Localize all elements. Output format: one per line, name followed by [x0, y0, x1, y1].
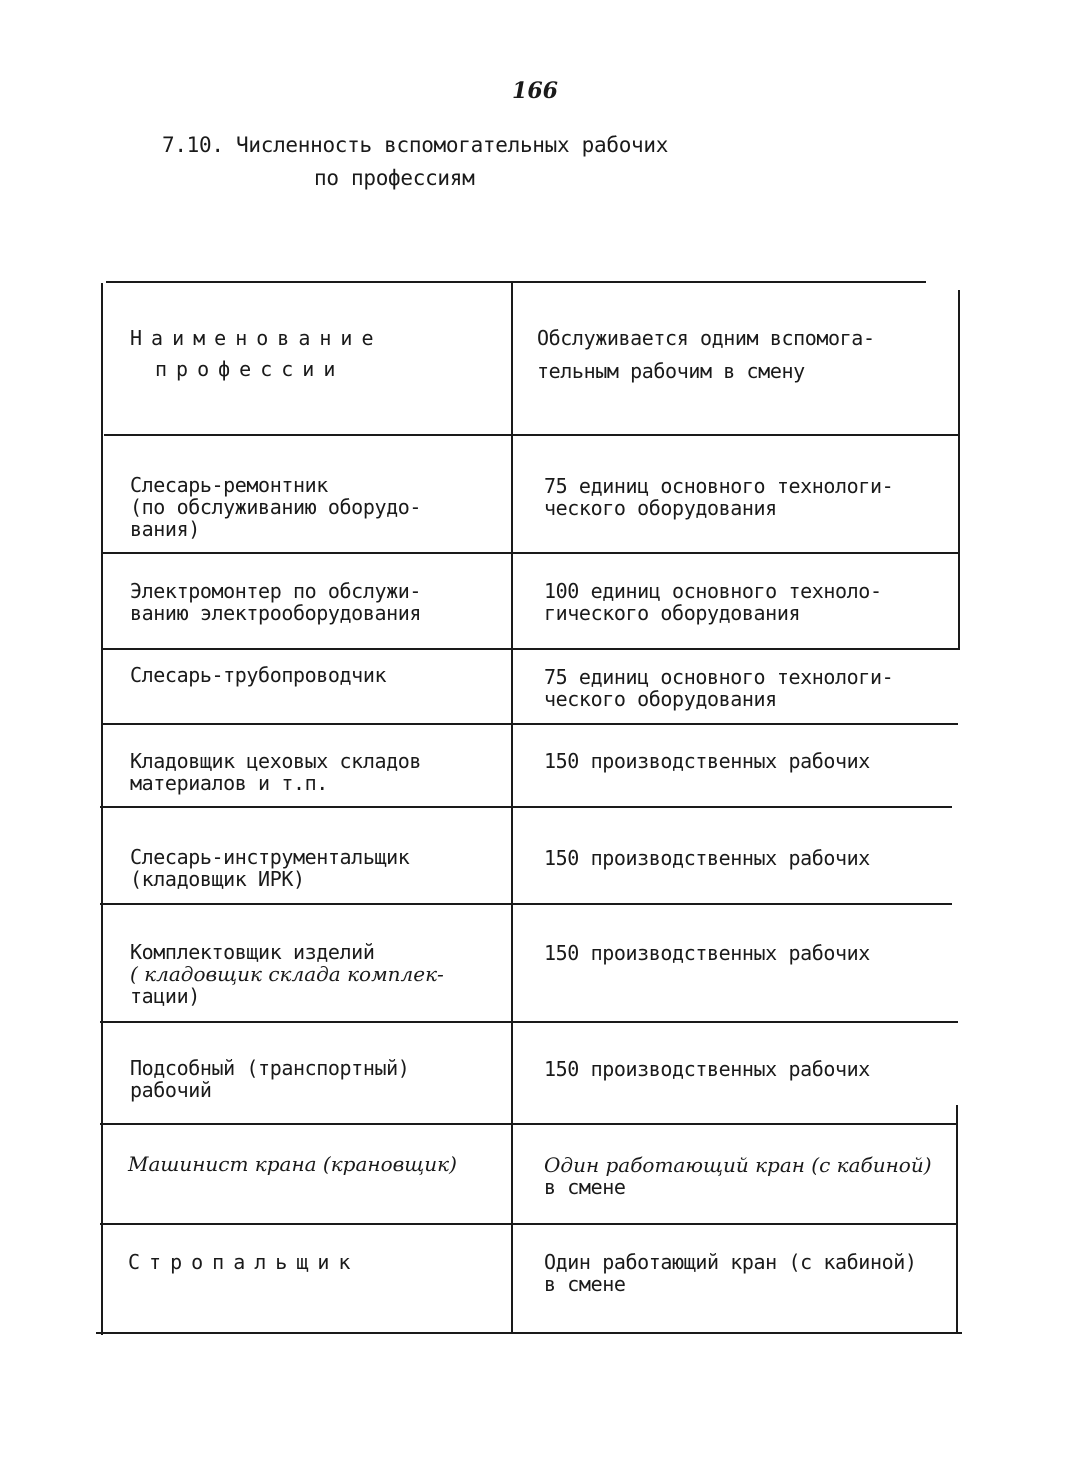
- row8-served-line1: Один работающий кран (с кабиной): [544, 1153, 932, 1177]
- row8-profession-line1: Машинист крана (крановщик): [128, 1152, 457, 1176]
- table-right-border-lower: [956, 1105, 958, 1333]
- header-served-line1: Обслуживается одним вспомога-: [537, 326, 875, 350]
- header-profession-line2: профессии: [155, 357, 345, 381]
- row-rule-2: [102, 648, 960, 650]
- row4-profession-line1: Кладовщик цеховых складов: [130, 749, 422, 773]
- page-number: 166: [512, 78, 558, 104]
- row3-served-line1: 75 единиц основного технологи-: [544, 665, 894, 689]
- column-divider: [511, 283, 513, 1333]
- row2-served-line2: гического оборудования: [544, 601, 801, 625]
- row3-served-line2: ческого оборудования: [544, 687, 777, 711]
- table-title-continuation: по профессиям: [314, 166, 475, 190]
- row6-served-line1: 150 производственных рабочих: [544, 941, 870, 965]
- row6-profession-line2: ( кладовщик склада комплек-: [130, 962, 444, 986]
- row5-profession-line1: Слесарь-инструментальщик: [130, 845, 410, 869]
- header-profession-line1: Наименование: [130, 326, 383, 350]
- row7-profession-line1: Подсобный (транспортный): [130, 1056, 410, 1080]
- row2-served-line1: 100 единиц основного техноло-: [544, 579, 882, 603]
- table-title: 7.10. Численность вспомогательных рабочих: [162, 133, 669, 157]
- row7-profession-line2: рабочий: [130, 1078, 212, 1102]
- row2-profession-line2: ванию электрооборудования: [130, 601, 422, 625]
- row7-served-line1: 150 производственных рабочих: [544, 1057, 870, 1081]
- row-rule-5: [100, 903, 952, 905]
- header-served-line2: тельным рабочим в смену: [537, 359, 805, 383]
- row6-profession-line3: тации): [130, 984, 200, 1008]
- row4-profession-line2: материалов и т.п.: [130, 771, 328, 795]
- row5-served-line1: 150 производственных рабочих: [544, 846, 870, 870]
- row4-served-line1: 150 производственных рабочих: [544, 749, 870, 773]
- row-rule-7: [100, 1123, 958, 1125]
- row-rule-3: [102, 723, 958, 725]
- row9-profession-line1: Стропальщик: [128, 1250, 360, 1274]
- row-rule-8: [100, 1223, 958, 1225]
- row2-profession-line1: Электромонтер по обслужи-: [130, 579, 422, 603]
- table-bottom-rule: [96, 1332, 962, 1334]
- row1-profession-line3: вания): [130, 517, 200, 541]
- table-right-border: [958, 290, 960, 650]
- row-rule-1: [102, 552, 960, 554]
- row1-profession-line2: (по обслуживанию оборудо-: [130, 495, 422, 519]
- row5-profession-line2: (кладовщик ИРК): [130, 867, 305, 891]
- row1-served-line2: ческого оборудования: [544, 496, 777, 520]
- table-header-rule: [104, 434, 960, 436]
- row-rule-4: [100, 806, 952, 808]
- row8-served-line2: в смене: [544, 1175, 626, 1199]
- table-top-rule: [106, 281, 926, 283]
- row6-profession-line1: Комплектовщик изделий: [130, 940, 375, 964]
- row1-profession-line1: Слесарь-ремонтник: [130, 473, 328, 497]
- row9-served-line2: в смене: [544, 1272, 626, 1296]
- table-left-border: [101, 283, 103, 1335]
- row-rule-6: [100, 1021, 958, 1023]
- row9-served-line1: Один работающий кран (с кабиной): [544, 1250, 917, 1274]
- row3-profession-line1: Слесарь-трубопроводчик: [130, 663, 387, 687]
- row1-served-line1: 75 единиц основного технологи-: [544, 474, 894, 498]
